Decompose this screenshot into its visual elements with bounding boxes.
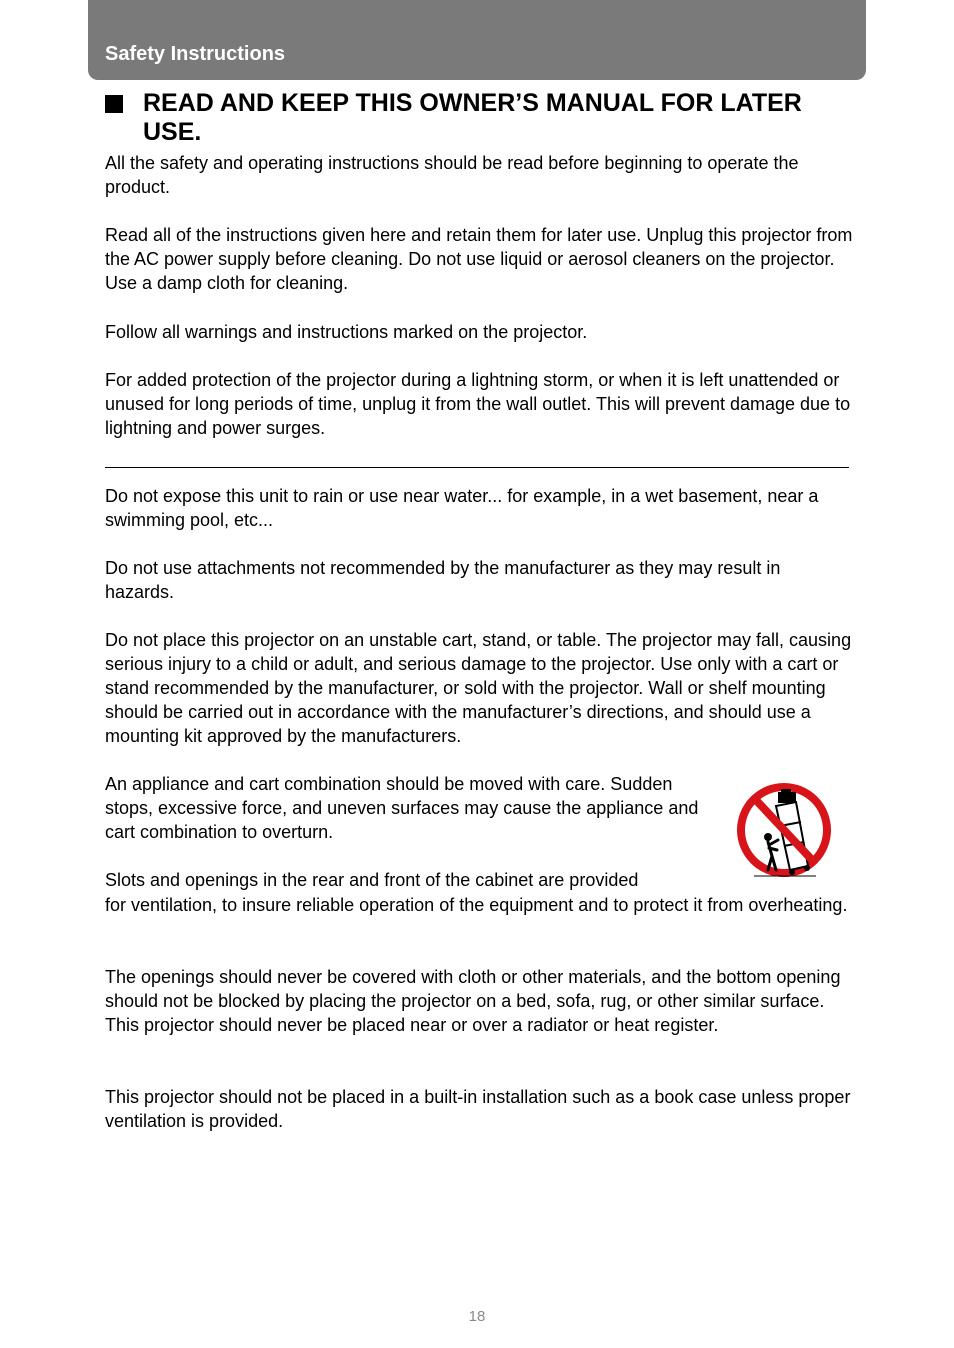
paragraph: This projector should not be placed in a built-in installation such as a book case unless proper ventilation is provided. bbox=[105, 1087, 851, 1131]
paragraph: An appliance and cart combination should be moved with care. Sudden stops, excessive force, and uneven surfaces may cause the appliance and cart combination to overturn. bbox=[105, 774, 699, 842]
section-title: Safety Instructions bbox=[105, 43, 286, 65]
paragraph: Follow all warnings and instructions marked on the projector. bbox=[105, 322, 588, 342]
divider bbox=[105, 467, 849, 468]
section-header-bar bbox=[88, 0, 866, 80]
heading-text: READ AND KEEP THIS OWNER’S MANUAL FOR LATER USE. bbox=[143, 89, 802, 146]
paragraph: Do not use attachments not recommended by the manufacturer as they may result in hazards. bbox=[105, 558, 781, 602]
paragraph: Do not place this projector on an unstable cart, stand, or table. The projector may fall, causing serious injury to a child or adult, and serious damage to the projector. Use only with a cart or stand recommended by the manufacturer, or sold with the projector. Wall or shelf mounting should be carried out in accordance with the manufacturer’s directions, and should use a mounting kit approved by the manufacturers. bbox=[105, 630, 852, 746]
paragraph: For added protection of the projector during a lightning storm, or when it is left unattended or unused for long periods of time, unplug it from the wall outlet. This will prevent damage due to lightning and power surges. bbox=[105, 370, 851, 438]
page-number: 18 bbox=[468, 1308, 486, 1325]
paragraph: for ventilation, to insure reliable operation of the equipment and to protect it from overheating. bbox=[105, 895, 848, 915]
square-bullet-icon bbox=[105, 95, 123, 113]
page-heading bbox=[105, 89, 845, 147]
no-cart-tipping-icon bbox=[732, 780, 836, 880]
paragraph: Slots and openings in the rear and front of the cabinet are provided bbox=[105, 870, 639, 890]
paragraph: Read all of the instructions given here and retain them for later use. Unplug this projector from the AC power supply before cleaning. Do not use liquid or aerosol cleaners on the projector. Use a damp cloth for cleaning. bbox=[105, 225, 853, 293]
paragraph: All the safety and operating instructions should be read before beginning to operate the product. bbox=[105, 153, 799, 197]
paragraph: Do not expose this unit to rain or use near water... for example, in a wet basement, near a swimming pool, etc... bbox=[105, 486, 819, 530]
paragraph: The openings should never be covered with cloth or other materials, and the bottom opening should not be blocked by placing the projector on a bed, sofa, rug, or other similar surface. This projector should never be placed near or over a radiator or heat register. bbox=[105, 967, 841, 1035]
